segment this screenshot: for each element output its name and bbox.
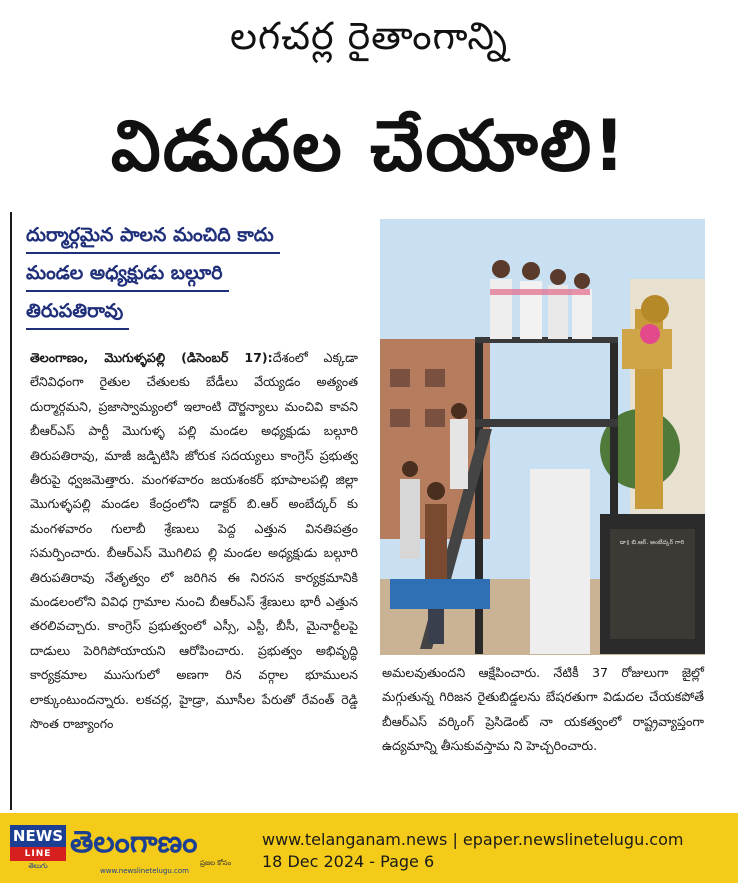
photo-scene <box>380 219 705 655</box>
subdeck-line-2: మండల అధ్యక్షుడు బల్గూరి <box>26 254 229 292</box>
telanganam-tagline: ప్రజల కోసం <box>200 859 232 867</box>
dateline: తెలంగాణం, మొగుళ్ళపల్లి (డిసెంబర్ 17): <box>30 350 273 365</box>
statue-plaque-text: డా॥ బి.ఆర్. అంబేద్కర్ గారి <box>619 539 685 546</box>
newsline-logo-sub: తెలుగు <box>28 862 48 870</box>
telanganam-logo-url: www.newslinetelugu.com <box>100 867 189 875</box>
subdeck-line-1: దుర్మార్గమైన పాలన మంచిది కాదు <box>26 216 280 254</box>
article-body <box>30 346 358 737</box>
news-photo <box>380 219 705 655</box>
telanganam-logo <box>70 823 250 875</box>
column-rule <box>10 212 12 810</box>
footer-date-page: 18 Dec 2024 - Page 6 <box>262 852 435 871</box>
footer-bar <box>0 813 738 883</box>
newsline-logo <box>10 825 66 870</box>
main-headline: విడుదల చేయాలి! <box>110 105 628 187</box>
telanganam-brand: తెలంగాణం <box>70 825 198 860</box>
subdeck-line-3: తిరుపతిరావు <box>26 292 129 330</box>
kicker-headline: లగచర్ల రైతాంగాన్ని <box>230 14 508 58</box>
article-continuation: అమలవుతుందని ఆక్షేపించారు. నేటికీ 37 రోజులుగా జైల్లో మగ్గుతున్న గిరిజన రైతుబిడ్డలను బేషరతుగా విడుదల చేయకపోతే బీఆర్ఎస్ వర్కింగ్ ప్రెసిడెంట్ నా యకత్వంలో రాష్ట్రవ్యాప్తంగా ఉద్యమాన్ని తీసుకువస్తామ ని హెచ్చరించారు. <box>382 665 704 754</box>
newsline-logo-top: NEWS <box>10 825 66 847</box>
newsline-logo-bottom: LINE <box>10 847 66 861</box>
body-paragraph: దేశంలో ఎక్కడా లేనివిధంగా రైతుల చేతులకు బేడీలు వేయ్యడం అత్యంత దుర్మార్గమని, ప్రజాస్వామ్యంలో ఇలాంటి దౌర్జన్యాలు మంచివి కావని బీఆర్ఎస్ పార్టీ మొగుళ్ళ పల్లి మండల అధ్యక్షుడు బల్గూరి తిరుపతిరావు, మాజీ జడ్పిటిసి జోరుక సదయ్యలు కాంగ్రెస్ ప్రభుత్వ తీరుపై ధ్వజమెత్తారు. మంగళవారం జయశంకర్ భూపాలపల్లి జిల్లా మొగుళ్ళపల్లి మండల కేంద్రంలోని డాక్టర్ బి.ఆర్ అంబేద్కర్ కు మంగళవారం గులాబీ శ్రేణులు పెద్ద ఎత్తున వినతిపత్రం సమర్పించారు. బీఆర్ఎస్ మొగిలిప ల్లి మండల అధ్యక్షుడు బల్గూరి తిరుపతిరావు నేతృత్వం లో జరిగిన ఈ నిరసన కార్యక్రమానికి మండలంలోని వివిధ గ్రామాల నుంచి బీఆర్ఎస్ శ్రేణులు భారీ ఎత్తున తరలివచ్చారు. కాంగ్రెస్ ప్రభుత్వంలో ఎస్సీ, ఎస్టీ, బీసీ, మైనార్టీలపై దాడులు పెరిగిపోయాయని ఆరోపించారు. ప్రభుత్వం అభివృద్ధి కార్యక్రమాల ముసుగులో అణగా రిన వర్గాల భూములన లాక్కుంటుందన్నారు. లకచర్ల, హైడ్రా, మూసీల పేరుతో రేవంత్ రెడ్డి సొంత రాజ్యాంగం <box>30 350 358 732</box>
footer-websites: www.telanganam.news | epaper.newslinetelugu.com <box>262 830 684 849</box>
